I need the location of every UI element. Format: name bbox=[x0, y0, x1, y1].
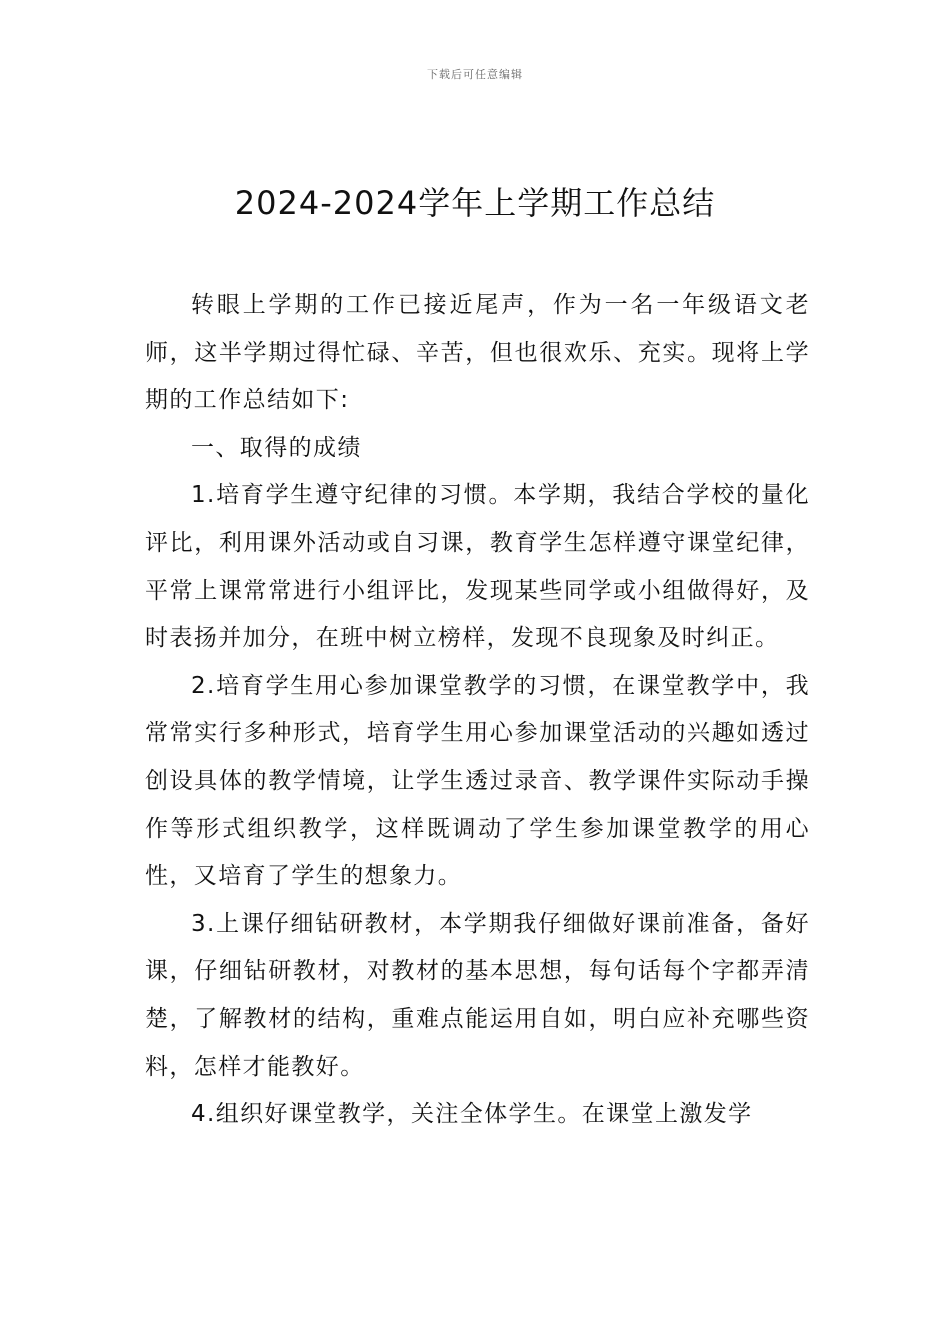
paragraph-intro: 转眼上学期的工作已接近尾声，作为一名一年级语文老师，这半学期过得忙碌、辛苦，但也很欢乐、充实。现将上学期的工作总结如下: bbox=[145, 292, 810, 414]
paragraph-item-1: 1.培育学生遵守纪律的习惯。本学期，我结合学校的量化评比，利用课外活动或自习课，教育学生怎样遵守课堂纪律，平常上课常常进行小组评比，发现某些同学或小组做得好，及时表扬并加分，在班中树立榜样，发现不良现象及时纠正。 bbox=[145, 482, 810, 652]
header-note: 下载后可任意编辑 bbox=[427, 68, 523, 81]
document-body bbox=[145, 282, 810, 1139]
section-heading-achievements: 一、取得的成绩 bbox=[191, 434, 362, 461]
document-title: 2024-2024学年上学期工作总结 bbox=[234, 184, 716, 222]
paragraph-item-4: 4.组织好课堂教学，关注全体学生。在课堂上激发学 bbox=[191, 1101, 753, 1128]
paragraph-item-3: 3.上课仔细钻研教材，本学期我仔细做好课前准备，备好课，仔细钻研教材，对教材的基本思想，每句话每个字都弄清楚，了解教材的结构，重难点能运用自如，明白应补充哪些资料，怎样才能教好。 bbox=[145, 910, 810, 1080]
paragraph-item-2: 2.培育学生用心参加课堂教学的习惯，在课堂教学中，我常常实行多种形式，培育学生用心参加课堂活动的兴趣如透过创设具体的教学情境，让学生透过录音、教学课件实际动手操作等形式组织教学，这样既调动了学生参加课堂教学的用心性，又培育了学生的想象力。 bbox=[145, 672, 810, 890]
